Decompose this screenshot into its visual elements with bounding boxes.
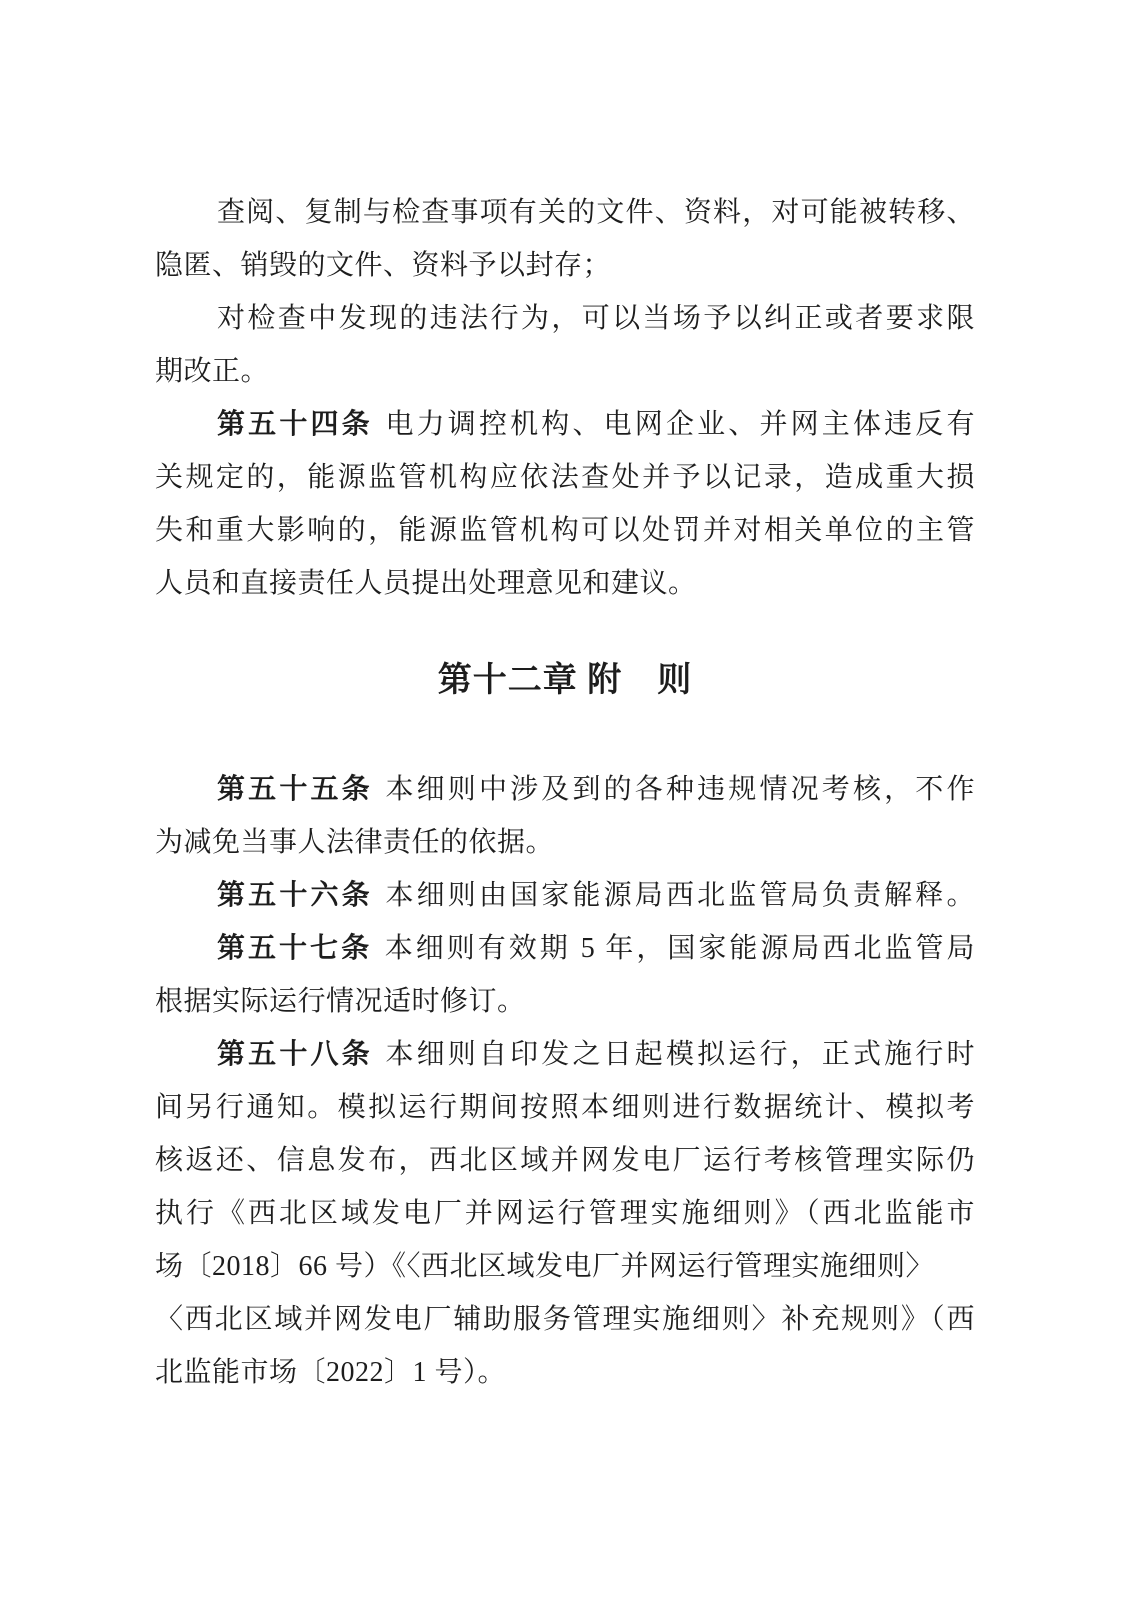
text-line: 间另行通知。模拟运行期间按照本细则进行数据统计、模拟考 xyxy=(155,1092,975,1123)
text-run: 本细则中涉及到的各种违规情况考核，不作 xyxy=(385,774,975,805)
text-line: 期改正。 xyxy=(155,356,270,387)
article-number: 第五十六条 xyxy=(217,880,373,911)
text-line xyxy=(155,922,975,975)
paragraph xyxy=(155,292,975,398)
text-line: 为减免当事人法律责任的依据。 xyxy=(155,827,555,858)
text-line xyxy=(155,398,975,451)
paragraph xyxy=(155,763,975,869)
article-number: 第五十八条 xyxy=(217,1039,373,1070)
paragraph xyxy=(155,1028,975,1399)
text-line: 查阅、复制与检查事项有关的文件、资料，对可能被转移、 xyxy=(217,197,975,228)
text-line: 执行《西北区域发电厂并网运行管理实施细则》（西北监能市 xyxy=(155,1198,975,1229)
text-run: 本细则有效期 5 年，国家能源局西北监管局 xyxy=(384,933,975,964)
chapter-heading: 第十二章 附 则 xyxy=(437,662,693,699)
text-line: 对检查中发现的违法行为，可以当场予以纠正或者要求限 xyxy=(217,303,975,334)
text-run: 电力调控机构、电网企业、并网主体违反有 xyxy=(385,409,975,440)
paragraph xyxy=(155,398,975,610)
text-line: 核返还、信息发布，西北区域并网发电厂运行考核管理实际仍 xyxy=(155,1145,975,1176)
text-line: 隐匿、销毁的文件、资料予以封存； xyxy=(155,250,612,281)
text-run: 本细则自印发之日起模拟运行，正式施行时 xyxy=(385,1039,975,1070)
text-line: 北监能市场〔2022〕1 号）。 xyxy=(155,1357,507,1388)
text-line xyxy=(155,1028,975,1081)
paragraph xyxy=(155,869,975,922)
text-line xyxy=(155,869,975,922)
text-line: 〈西北区域并网发电厂辅助服务管理实施细则〉补充规则》（西 xyxy=(155,1304,975,1335)
text-line: 关规定的，能源监管机构应依法查处并予以记录，造成重大损 xyxy=(155,462,975,493)
article-number: 第五十五条 xyxy=(217,774,373,805)
paragraph xyxy=(155,186,975,292)
text-line: 人员和直接责任人员提出处理意见和建议。 xyxy=(155,568,697,599)
article-number: 第五十四条 xyxy=(217,409,373,440)
text-line xyxy=(155,763,975,816)
article-number: 第五十七条 xyxy=(217,933,373,964)
paragraph xyxy=(155,922,975,1028)
text-run: 本细则由国家能源局西北监管局负责解释。 xyxy=(385,880,975,911)
text-line: 失和重大影响的，能源监管机构可以处罚并对相关单位的主管 xyxy=(155,515,975,546)
text-line: 场〔2018〕66 号）《〈西北区域发电厂并网运行管理实施细则〉 xyxy=(155,1251,935,1282)
text-line: 根据实际运行情况适时修订。 xyxy=(155,986,526,1017)
